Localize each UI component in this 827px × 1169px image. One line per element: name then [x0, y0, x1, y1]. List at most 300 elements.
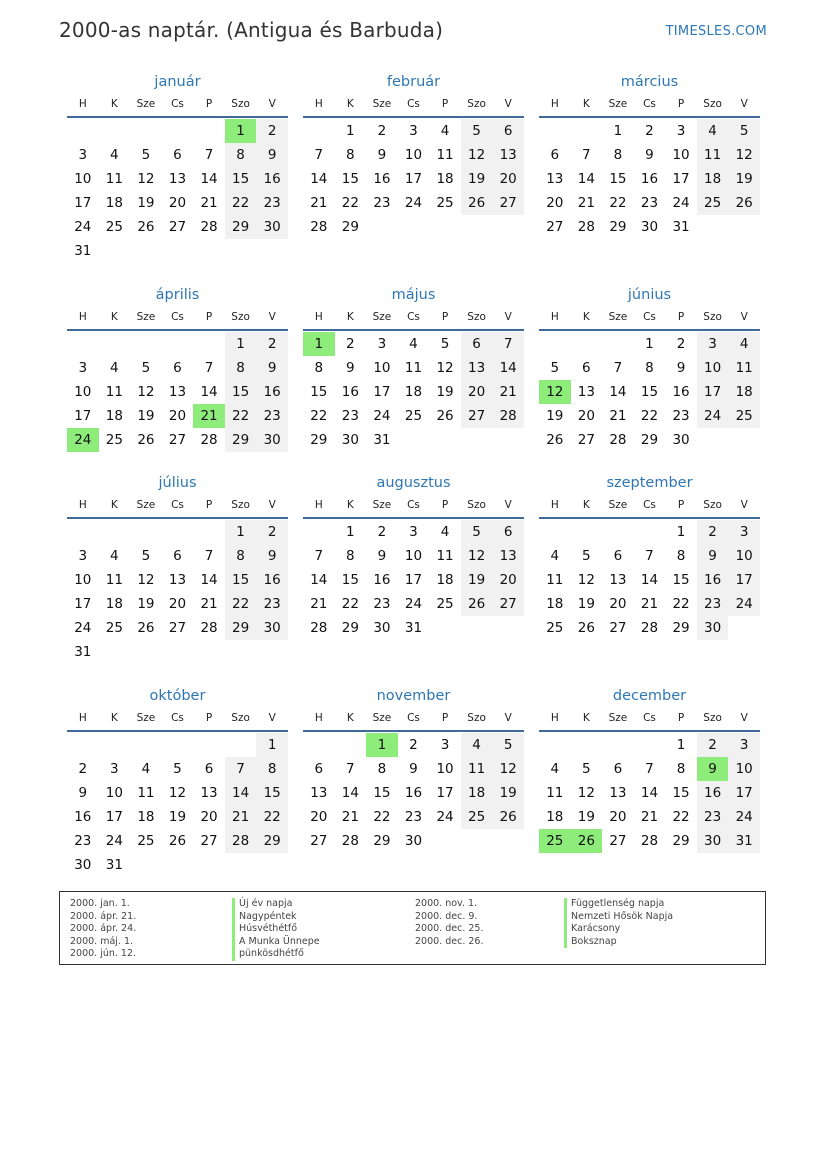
month-7 — [67, 473, 288, 664]
day-cell: 12 — [461, 544, 493, 568]
day-cell: 1 — [225, 332, 257, 356]
day-cell: 6 — [613, 761, 623, 777]
empty-cell — [67, 733, 99, 757]
weekday-label: V — [268, 98, 276, 110]
day-grid — [539, 520, 760, 640]
day-cell: 28 — [200, 219, 218, 235]
day-cell: 21 — [640, 596, 659, 612]
day-cell: 18 — [105, 195, 123, 211]
day-cell: 23 — [256, 191, 288, 215]
day-cell: 2 — [256, 332, 288, 356]
day-cell: 6 — [173, 360, 182, 376]
day-cell: 12 — [577, 785, 595, 801]
empty-cell — [256, 640, 288, 664]
day-cell: 3 — [728, 733, 760, 757]
day-cell: 16 — [256, 167, 288, 191]
weekday-label: K — [346, 311, 354, 323]
day-cell: 16 — [404, 785, 423, 801]
day-cell: 30 — [697, 829, 729, 853]
day-cell: 13 — [546, 171, 564, 187]
day-cell: 14 — [640, 572, 659, 588]
holiday-day-cell: 1 — [303, 332, 335, 356]
day-cell: 22 — [672, 596, 690, 612]
month-name: október — [149, 688, 206, 704]
weekday-label: V — [740, 98, 748, 110]
weekday-header — [303, 92, 524, 118]
day-cell: 27 — [168, 432, 187, 448]
day-cell: 28 — [609, 432, 627, 448]
day-cell: 4 — [440, 123, 450, 139]
day-cell: 12 — [492, 757, 524, 781]
day-cell: 21 — [609, 408, 627, 424]
weekday-label: H — [78, 499, 87, 511]
weekday-label: V — [504, 311, 512, 323]
day-cell: 8 — [377, 761, 387, 777]
day-cell: 22 — [640, 408, 659, 424]
day-cell: 13 — [492, 143, 524, 167]
day-cell: 21 — [577, 195, 595, 211]
weekday-label: K — [582, 311, 590, 323]
empty-cell — [193, 239, 225, 263]
day-cell: 29 — [672, 833, 690, 849]
day-cell: 5 — [492, 733, 524, 757]
day-cell: 10 — [404, 147, 423, 163]
day-cell: 25 — [697, 191, 729, 215]
weekday-header — [67, 706, 288, 732]
day-cell: 12 — [728, 143, 760, 167]
day-cell: 4 — [728, 332, 760, 356]
day-cell: 26 — [436, 408, 454, 424]
weekday-label: Sze — [136, 98, 156, 110]
day-cell: 16 — [697, 781, 729, 805]
weekday-label: P — [441, 311, 449, 323]
weekday-label: H — [550, 311, 559, 323]
weekday-label: Cs — [643, 98, 656, 110]
weekday-label: Sze — [608, 311, 628, 323]
holiday-day-cell: 26 — [571, 829, 603, 853]
day-cell: 5 — [141, 548, 151, 564]
day-cell: 9 — [645, 147, 654, 163]
day-cell: 25 — [105, 432, 123, 448]
empty-cell — [256, 239, 288, 263]
day-cell: 25 — [461, 805, 493, 829]
page-title: 2000-as naptár. (Antigua és Barbuda) — [59, 18, 444, 42]
empty-cell — [461, 829, 493, 853]
day-cell: 15 — [225, 380, 257, 404]
day-cell: 1 — [346, 123, 355, 139]
empty-cell — [99, 733, 131, 757]
day-cell: 16 — [341, 384, 359, 400]
day-cell: 23 — [256, 404, 288, 428]
empty-cell — [193, 332, 225, 356]
day-cell: 18 — [105, 596, 123, 612]
day-cell: 7 — [314, 548, 324, 564]
day-cell: 13 — [577, 384, 595, 400]
day-cell: 21 — [640, 809, 659, 825]
day-cell: 20 — [577, 408, 595, 424]
day-cell: 16 — [672, 384, 690, 400]
weekday-label: Sze — [608, 98, 628, 110]
day-cell: 15 — [225, 568, 257, 592]
day-cell: 9 — [377, 147, 387, 163]
holiday-day-cell: 1 — [225, 119, 257, 143]
day-cell: 30 — [672, 432, 690, 448]
empty-cell — [492, 428, 524, 452]
day-cell: 13 — [461, 356, 493, 380]
day-cell: 26 — [137, 219, 155, 235]
day-cell: 28 — [225, 829, 257, 853]
day-cell: 15 — [341, 171, 359, 187]
weekday-label: Cs — [407, 499, 420, 511]
day-cell: 15 — [672, 572, 690, 588]
day-cell: 22 — [225, 191, 257, 215]
weekday-label: Sze — [608, 712, 628, 724]
weekday-label: V — [268, 499, 276, 511]
empty-cell — [571, 332, 603, 356]
empty-cell — [697, 215, 729, 239]
empty-cell — [634, 520, 666, 544]
day-cell: 11 — [461, 757, 493, 781]
day-cell: 12 — [168, 785, 187, 801]
weekday-label: Szo — [467, 98, 486, 110]
day-cell: 6 — [173, 147, 182, 163]
day-cell: 10 — [728, 544, 760, 568]
day-cell: 20 — [609, 809, 627, 825]
day-cell: 12 — [577, 572, 595, 588]
day-cell: 28 — [640, 620, 659, 636]
day-cell: 11 — [697, 143, 729, 167]
day-cell: 20 — [492, 167, 524, 191]
day-cell: 14 — [225, 781, 257, 805]
day-cell: 21 — [492, 380, 524, 404]
day-cell: 14 — [492, 356, 524, 380]
weekday-label: Szo — [703, 311, 722, 323]
empty-cell — [256, 853, 288, 877]
weekday-label: Sze — [372, 311, 392, 323]
weekday-header — [303, 305, 524, 331]
weekday-label: K — [582, 712, 590, 724]
weekday-label: Szo — [703, 712, 722, 724]
weekday-label: Szo — [231, 712, 250, 724]
day-cell: 10 — [74, 384, 92, 400]
day-cell: 24 — [728, 805, 760, 829]
weekday-header — [67, 92, 288, 118]
day-cell: 18 — [546, 809, 564, 825]
day-cell: 13 — [492, 544, 524, 568]
day-cell: 14 — [310, 171, 328, 187]
month-4 — [67, 285, 288, 452]
empty-cell — [225, 640, 257, 664]
day-cell: 7 — [314, 147, 324, 163]
empty-cell — [602, 733, 634, 757]
day-cell: 30 — [697, 616, 729, 640]
day-cell: 28 — [310, 219, 328, 235]
weekday-label: K — [110, 499, 118, 511]
day-cell: 13 — [200, 785, 218, 801]
day-cell: 7 — [204, 147, 214, 163]
weekday-label: P — [441, 98, 449, 110]
weekday-label: Cs — [643, 499, 656, 511]
day-cell: 11 — [105, 171, 123, 187]
empty-cell — [539, 119, 571, 143]
day-cell: 22 — [341, 596, 359, 612]
legend-names-col2 — [564, 898, 673, 948]
day-cell: 30 — [373, 620, 391, 636]
empty-cell — [130, 733, 162, 757]
day-cell: 23 — [341, 408, 359, 424]
month-2 — [303, 72, 524, 239]
day-cell: 23 — [672, 408, 690, 424]
day-cell: 10 — [105, 785, 123, 801]
day-cell: 17 — [672, 171, 690, 187]
day-cell: 21 — [225, 805, 257, 829]
day-cell: 24 — [697, 404, 729, 428]
day-cell: 1 — [645, 336, 654, 352]
day-cell: 14 — [200, 384, 218, 400]
empty-cell — [429, 616, 461, 640]
empty-cell — [429, 829, 461, 853]
day-cell: 31 — [672, 219, 690, 235]
day-cell: 19 — [137, 408, 155, 424]
day-cell: 10 — [74, 572, 92, 588]
site-link[interactable]: TIMESLES.COM — [665, 24, 767, 39]
day-cell: 23 — [697, 805, 729, 829]
day-cell: 15 — [341, 572, 359, 588]
empty-cell — [429, 215, 461, 239]
day-cell: 10 — [697, 356, 729, 380]
month-name: július — [158, 475, 197, 491]
day-cell: 19 — [436, 384, 454, 400]
empty-cell — [492, 616, 524, 640]
day-cell: 3 — [728, 520, 760, 544]
weekday-label: K — [346, 98, 354, 110]
month-5 — [303, 285, 524, 452]
day-cell: 8 — [225, 544, 257, 568]
weekday-header — [67, 493, 288, 519]
day-cell: 12 — [436, 360, 454, 376]
day-grid — [303, 332, 524, 452]
empty-cell — [162, 853, 194, 877]
day-cell: 24 — [436, 809, 454, 825]
day-cell: 26 — [492, 805, 524, 829]
day-cell: 3 — [409, 524, 418, 540]
weekday-label: H — [550, 98, 559, 110]
day-cell: 2 — [256, 119, 288, 143]
day-cell: 6 — [461, 332, 493, 356]
day-cell: 30 — [74, 857, 92, 873]
weekday-header — [539, 706, 760, 732]
day-cell: 29 — [640, 432, 659, 448]
legend-date: 2000. dec. 9. — [415, 910, 478, 922]
empty-cell — [162, 640, 194, 664]
day-cell: 9 — [256, 356, 288, 380]
day-cell: 25 — [436, 195, 454, 211]
day-cell: 1 — [256, 733, 288, 757]
month-name: február — [386, 74, 441, 90]
day-cell: 23 — [256, 592, 288, 616]
day-cell: 27 — [461, 404, 493, 428]
day-cell: 3 — [409, 123, 418, 139]
day-grid — [67, 332, 288, 452]
day-cell: 13 — [168, 171, 187, 187]
day-cell: 2 — [697, 733, 729, 757]
day-cell: 1 — [225, 520, 257, 544]
day-cell: 5 — [550, 360, 560, 376]
weekday-label: V — [740, 499, 748, 511]
day-cell: 24 — [105, 833, 123, 849]
day-cell: 23 — [74, 833, 92, 849]
empty-cell — [571, 119, 603, 143]
day-cell: 16 — [697, 568, 729, 592]
weekday-label: Cs — [643, 712, 656, 724]
empty-cell — [634, 733, 666, 757]
day-cell: 17 — [404, 572, 423, 588]
empty-cell — [67, 520, 99, 544]
empty-cell — [539, 332, 571, 356]
month-10 — [67, 686, 288, 877]
month-3 — [539, 72, 760, 239]
weekday-label: Sze — [372, 98, 392, 110]
empty-cell — [193, 640, 225, 664]
weekday-label: Cs — [171, 98, 184, 110]
empty-cell — [728, 616, 760, 640]
weekday-label: Cs — [171, 712, 184, 724]
day-cell: 3 — [697, 332, 729, 356]
day-cell: 19 — [492, 781, 524, 805]
empty-cell — [67, 332, 99, 356]
day-cell: 28 — [577, 219, 595, 235]
day-grid — [303, 733, 524, 853]
day-cell: 18 — [436, 171, 454, 187]
weekday-label: P — [441, 499, 449, 511]
day-cell: 12 — [461, 143, 493, 167]
empty-cell — [398, 428, 430, 452]
day-cell: 2 — [256, 520, 288, 544]
day-cell: 19 — [461, 568, 493, 592]
day-cell: 28 — [200, 432, 218, 448]
weekday-header — [303, 706, 524, 732]
day-cell: 28 — [200, 620, 218, 636]
month-name: december — [612, 688, 687, 704]
month-1 — [67, 72, 288, 263]
day-grid — [67, 520, 288, 664]
weekday-label: Szo — [467, 712, 486, 724]
day-cell: 21 — [310, 596, 328, 612]
day-cell: 14 — [577, 171, 595, 187]
day-cell: 11 — [546, 785, 564, 801]
day-cell: 11 — [105, 384, 123, 400]
day-cell: 19 — [577, 809, 595, 825]
day-cell: 20 — [200, 809, 218, 825]
day-cell: 20 — [168, 596, 187, 612]
legend-date: 2000. ápr. 24. — [70, 923, 137, 935]
weekday-label: H — [78, 311, 87, 323]
day-cell: 8 — [225, 143, 257, 167]
day-cell: 14 — [310, 572, 328, 588]
day-cell: 9 — [697, 544, 729, 568]
empty-cell — [461, 428, 493, 452]
empty-cell — [602, 332, 634, 356]
day-cell: 26 — [461, 191, 493, 215]
day-cell: 16 — [256, 568, 288, 592]
day-cell: 14 — [640, 785, 659, 801]
holiday-day-cell: 1 — [366, 733, 398, 757]
empty-cell — [225, 733, 257, 757]
day-cell: 24 — [373, 408, 391, 424]
day-cell: 10 — [74, 171, 92, 187]
day-cell: 9 — [676, 360, 686, 376]
day-cell: 10 — [404, 548, 423, 564]
day-cell: 20 — [168, 408, 187, 424]
day-cell: 25 — [546, 620, 564, 636]
day-cell: 13 — [609, 572, 627, 588]
month-9 — [539, 473, 760, 640]
empty-cell — [99, 119, 131, 143]
day-cell: 12 — [137, 572, 155, 588]
legend-holiday-name: Boksznap — [564, 936, 673, 949]
empty-cell — [571, 520, 603, 544]
day-cell: 4 — [697, 119, 729, 143]
weekday-header — [67, 305, 288, 331]
weekday-label: H — [550, 499, 559, 511]
day-cell: 27 — [546, 219, 564, 235]
weekday-label: Szo — [467, 499, 486, 511]
weekday-label: Sze — [136, 499, 156, 511]
empty-cell — [130, 520, 162, 544]
day-cell: 18 — [436, 572, 454, 588]
day-cell: 7 — [645, 548, 654, 564]
empty-cell — [193, 520, 225, 544]
day-cell: 16 — [74, 809, 92, 825]
empty-cell — [335, 733, 367, 757]
empty-cell — [225, 239, 257, 263]
day-cell: 18 — [697, 167, 729, 191]
day-cell: 15 — [373, 785, 391, 801]
day-cell: 29 — [225, 616, 257, 640]
day-cell: 31 — [404, 620, 423, 636]
day-cell: 27 — [492, 592, 524, 616]
day-cell: 6 — [173, 548, 182, 564]
weekday-label: V — [268, 712, 276, 724]
day-grid — [67, 733, 288, 877]
day-grid — [539, 332, 760, 452]
legend-dates-col2 — [415, 898, 483, 948]
day-cell: 22 — [609, 195, 627, 211]
day-cell: 15 — [609, 171, 627, 187]
day-cell: 29 — [672, 620, 690, 636]
day-cell: 26 — [546, 432, 564, 448]
weekday-label: Cs — [407, 712, 420, 724]
day-cell: 29 — [225, 215, 257, 239]
holiday-day-cell: 21 — [193, 404, 225, 428]
weekday-label: Cs — [171, 499, 184, 511]
empty-cell — [99, 520, 131, 544]
empty-cell — [162, 520, 194, 544]
day-cell: 15 — [672, 785, 690, 801]
day-cell: 29 — [341, 620, 359, 636]
day-cell: 22 — [373, 809, 391, 825]
day-cell: 1 — [676, 524, 686, 540]
weekday-label: V — [504, 499, 512, 511]
legend-holiday-name: Nemzeti Hősök Napja — [564, 911, 673, 924]
empty-cell — [728, 428, 760, 452]
day-cell: 3 — [78, 548, 88, 564]
weekday-label: P — [677, 311, 685, 323]
day-cell: 8 — [676, 761, 686, 777]
day-cell: 2 — [377, 123, 387, 139]
day-cell: 23 — [373, 596, 391, 612]
legend-date: 2000. jan. 1. — [70, 898, 130, 909]
